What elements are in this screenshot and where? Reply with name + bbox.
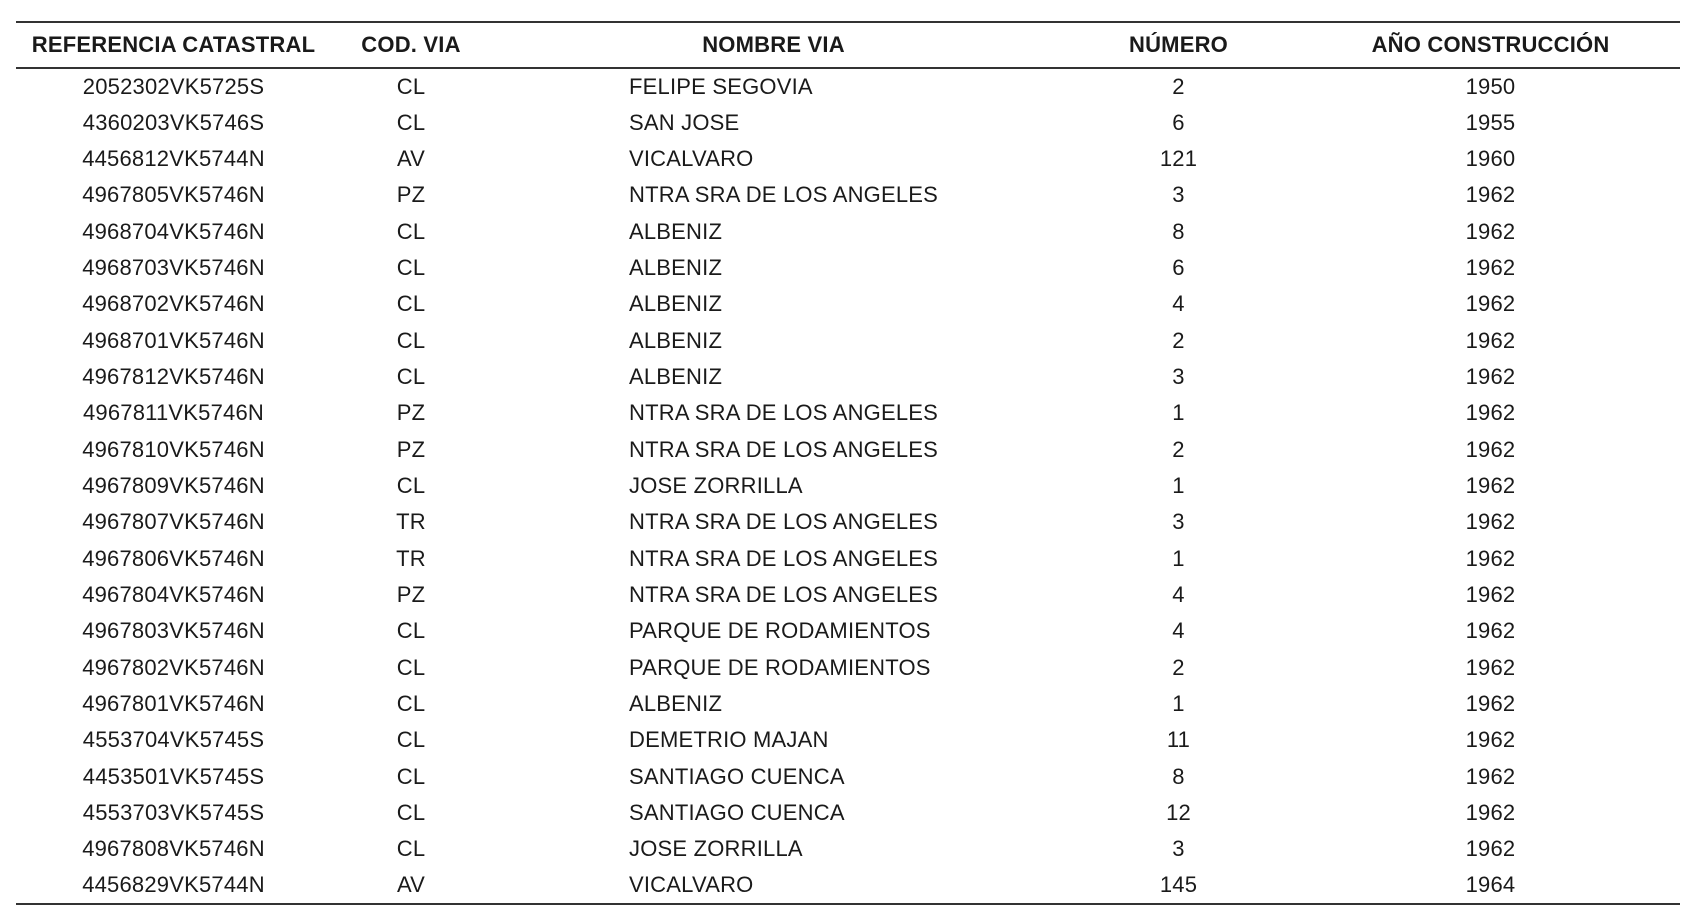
cell-referencia-catastral: 4967809VK5746N [82, 472, 265, 498]
cell-nombre-via: FELIPE SEGOVIA [629, 73, 813, 99]
cell-ano-construccion: 1962 [1465, 182, 1516, 208]
cell-numero: 3 [1172, 363, 1185, 389]
cell-numero: 1 [1172, 545, 1185, 571]
cell-numero: 4 [1172, 291, 1185, 317]
table-row [16, 795, 1680, 831]
cell-cod-via: TR [396, 509, 426, 535]
cell-ano-construccion: 1962 [1465, 472, 1516, 498]
cell-numero: 11 [1166, 727, 1191, 753]
header-nombre-via: NOMBRE VIA [491, 22, 1056, 68]
table-row [16, 686, 1680, 722]
cell-cod-via: CL [396, 763, 426, 789]
cell-cod-via: CL [396, 73, 426, 99]
cell-nombre-via: PARQUE DE RODAMIENTOS [629, 618, 931, 644]
cell-referencia-catastral: 4968703VK5746N [82, 254, 265, 280]
cell-cod-via: TR [396, 545, 426, 571]
cell-numero: 2 [1172, 327, 1185, 353]
header-referencia-catastral: REFERENCIA CATASTRAL [16, 22, 331, 68]
table-row [16, 286, 1680, 322]
cell-ano-construccion: 1962 [1465, 581, 1516, 607]
cell-nombre-via: NTRA SRA DE LOS ANGELES [629, 509, 939, 535]
catastro-table-container [16, 21, 1680, 905]
cell-numero: 3 [1172, 836, 1185, 862]
cell-nombre-via: ALBENIZ [629, 691, 723, 717]
cell-ano-construccion: 1962 [1465, 363, 1516, 389]
table-row [16, 650, 1680, 686]
cell-nombre-via: NTRA SRA DE LOS ANGELES [629, 182, 939, 208]
header-numero: NÚMERO [1056, 22, 1301, 68]
cell-referencia-catastral: 4967810VK5746N [82, 436, 265, 462]
cell-cod-via: CL [396, 218, 426, 244]
cell-numero: 2 [1172, 73, 1185, 99]
cell-nombre-via: NTRA SRA DE LOS ANGELES [629, 436, 939, 462]
cell-nombre-via: NTRA SRA DE LOS ANGELES [629, 581, 939, 607]
cell-nombre-via: ALBENIZ [629, 254, 723, 280]
cell-ano-construccion: 1962 [1465, 727, 1516, 753]
cell-nombre-via: VICALVARO [629, 145, 754, 171]
cell-nombre-via: SAN JOSE [629, 109, 740, 135]
cell-nombre-via: ALBENIZ [629, 327, 723, 353]
cell-cod-via: PZ [396, 581, 426, 607]
cell-ano-construccion: 1962 [1465, 691, 1516, 717]
header-row [16, 22, 1680, 68]
cell-ano-construccion: 1962 [1465, 327, 1516, 353]
cell-numero: 6 [1172, 254, 1185, 280]
table-row [16, 468, 1680, 504]
table-row [16, 722, 1680, 758]
table-row [16, 322, 1680, 358]
cell-ano-construccion: 1962 [1465, 509, 1516, 535]
cell-cod-via: CL [396, 727, 426, 753]
cell-referencia-catastral: 4456812VK5744N [82, 145, 265, 171]
table-row [16, 540, 1680, 576]
cell-referencia-catastral: 4967811VK5746N [83, 400, 264, 426]
cell-nombre-via: DEMETRIO MAJAN [629, 727, 829, 753]
table-row [16, 104, 1680, 140]
table-row [16, 68, 1680, 104]
cell-cod-via: CL [396, 254, 426, 280]
cell-ano-construccion: 1964 [1301, 868, 1680, 904]
cell-referencia-catastral: 4967801VK5746N [82, 691, 265, 717]
table-row [16, 613, 1680, 649]
cell-ano-construccion: 1962 [1465, 654, 1516, 680]
cell-referencia-catastral: 4553704VK5745S [82, 727, 265, 753]
header-ano-construccion: AÑO CONSTRUCCIÓN [1301, 22, 1680, 68]
cell-numero: 4 [1172, 581, 1185, 607]
table-row [16, 250, 1680, 286]
cell-referencia-catastral: 4967807VK5746N [82, 509, 265, 535]
table-row [16, 577, 1680, 613]
cell-nombre-via: SANTIAGO CUENCA [629, 763, 845, 789]
cell-referencia-catastral: 4360203VK5746S [82, 109, 265, 135]
cell-nombre-via: VICALVARO [491, 868, 1056, 904]
cell-numero: 6 [1172, 109, 1185, 135]
cell-cod-via: AV [396, 145, 426, 171]
cell-referencia-catastral: 4967802VK5746N [82, 654, 265, 680]
cell-numero: 12 [1166, 800, 1191, 826]
table-row [16, 395, 1680, 431]
cell-cod-via: CL [396, 472, 426, 498]
cell-numero: 1 [1172, 400, 1185, 426]
cell-nombre-via: JOSE ZORRILLA [629, 836, 803, 862]
table-row [16, 831, 1680, 867]
cell-nombre-via: SANTIAGO CUENCA [629, 800, 845, 826]
cell-referencia-catastral: 4456829VK5744N [16, 868, 331, 904]
cell-cod-via: CL [396, 691, 426, 717]
cell-nombre-via: ALBENIZ [629, 363, 723, 389]
table-row [16, 177, 1680, 213]
cell-ano-construccion: 1962 [1465, 618, 1516, 644]
table-row [16, 359, 1680, 395]
table-body [16, 68, 1680, 904]
cell-ano-construccion: 1962 [1465, 436, 1516, 462]
cell-ano-construccion: 1955 [1465, 109, 1516, 135]
cell-ano-construccion: 1960 [1465, 145, 1516, 171]
header-cod-via: COD. VIA [331, 22, 491, 68]
cell-cod-via: CL [396, 109, 426, 135]
cell-ano-construccion: 1962 [1465, 400, 1516, 426]
cell-ano-construccion: 1962 [1465, 218, 1516, 244]
cell-nombre-via: PARQUE DE RODAMIENTOS [629, 654, 931, 680]
cell-referencia-catastral: 4967808VK5746N [82, 836, 265, 862]
table-row [16, 504, 1680, 540]
cell-referencia-catastral: 4453501VK5745S [82, 763, 265, 789]
table-row [16, 431, 1680, 467]
cell-referencia-catastral: 4553703VK5745S [82, 800, 265, 826]
cell-numero: 145 [1056, 868, 1301, 904]
cell-nombre-via: JOSE ZORRILLA [629, 472, 803, 498]
cell-referencia-catastral: 4967806VK5746N [82, 545, 265, 571]
cell-cod-via: CL [396, 363, 426, 389]
cell-ano-construccion: 1962 [1465, 800, 1516, 826]
cell-ano-construccion: 1962 [1465, 291, 1516, 317]
cell-ano-construccion: 1962 [1465, 545, 1516, 571]
cell-numero: 8 [1172, 763, 1185, 789]
cell-ano-construccion: 1962 [1465, 836, 1516, 862]
cell-nombre-via: ALBENIZ [629, 291, 723, 317]
cell-nombre-via: NTRA SRA DE LOS ANGELES [629, 400, 939, 426]
catastro-table [16, 21, 1680, 905]
cell-nombre-via: NTRA SRA DE LOS ANGELES [629, 545, 939, 571]
cell-ano-construccion: 1950 [1465, 73, 1516, 99]
cell-cod-via: CL [396, 618, 426, 644]
cell-referencia-catastral: 4967805VK5746N [82, 182, 265, 208]
cell-referencia-catastral: 4968704VK5746N [82, 218, 265, 244]
cell-cod-via: PZ [396, 436, 426, 462]
table-header [16, 22, 1680, 68]
table-row [16, 759, 1680, 795]
table-row [16, 213, 1680, 249]
cell-cod-via: CL [396, 836, 426, 862]
cell-referencia-catastral: 4968702VK5746N [82, 291, 265, 317]
cell-numero: 2 [1172, 436, 1185, 462]
cell-referencia-catastral: 4967804VK5746N [82, 581, 265, 607]
cell-ano-construccion: 1962 [1465, 763, 1516, 789]
table-row [16, 868, 1680, 904]
cell-referencia-catastral: 4967803VK5746N [82, 618, 265, 644]
table-row [16, 141, 1680, 177]
cell-cod-via: PZ [396, 400, 426, 426]
cell-numero: 4 [1172, 618, 1185, 644]
cell-cod-via: CL [396, 327, 426, 353]
cell-numero: 1 [1172, 472, 1185, 498]
cell-referencia-catastral: 2052302VK5725S [82, 73, 265, 99]
cell-ano-construccion: 1962 [1465, 254, 1516, 280]
cell-numero: 1 [1172, 691, 1185, 717]
cell-numero: 3 [1172, 182, 1185, 208]
cell-cod-via: AV [331, 868, 491, 904]
cell-numero: 121 [1159, 145, 1198, 171]
cell-referencia-catastral: 4967812VK5746N [82, 363, 265, 389]
cell-referencia-catastral: 4968701VK5746N [82, 327, 265, 353]
cell-numero: 2 [1172, 654, 1185, 680]
cell-cod-via: CL [396, 654, 426, 680]
cell-numero: 3 [1172, 509, 1185, 535]
cell-cod-via: CL [396, 800, 426, 826]
cell-cod-via: PZ [396, 182, 426, 208]
cell-nombre-via: ALBENIZ [629, 218, 723, 244]
cell-numero: 8 [1172, 218, 1185, 244]
cell-cod-via: CL [396, 291, 426, 317]
